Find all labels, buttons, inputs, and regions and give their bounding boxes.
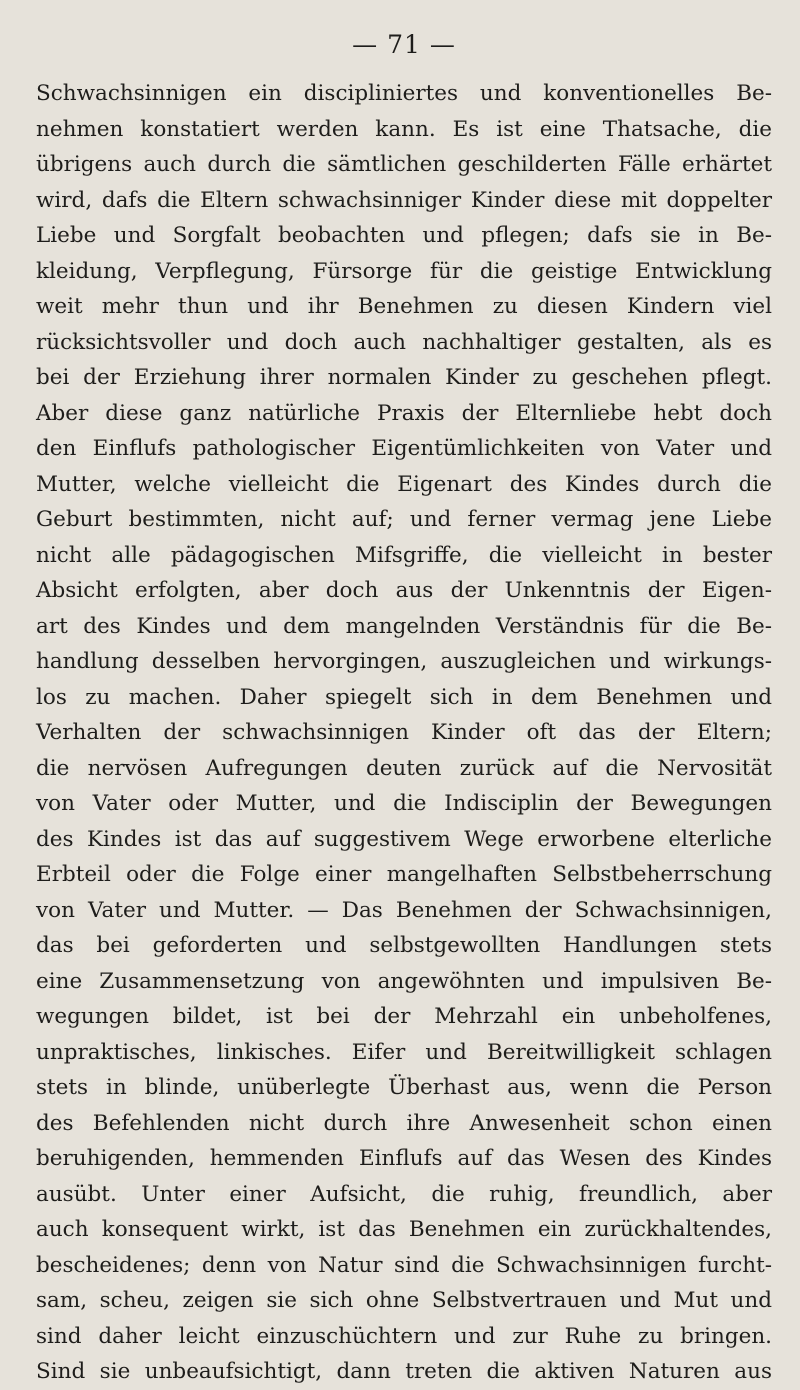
text-line: los zu machen. Daher spiegelt sich in dem Benehmen und — [36, 684, 772, 710]
text-line: auch konsequent wirkt, ist das Benehmen ein zurückhaltendes, — [36, 1217, 772, 1242]
text-line: bescheidenes; denn von Natur sind die Schwachsinnigen furcht- — [36, 1252, 772, 1278]
text-line: handlung desselben hervorgingen, auszugleichen und wirkungs- — [36, 649, 772, 674]
text-line: Mutter, welche vielleicht die Eigenart des Kindes durch die — [36, 471, 772, 497]
text-line: bei der Erziehung ihrer normalen Kinder zu geschehen pflegt. — [36, 365, 772, 390]
text-line: Geburt bestimmten, nicht auf; und ferner vermag jene Liebe — [36, 507, 772, 532]
text-line: Erbteil oder die Folge einer mangelhaften Selbstbeherrschung — [36, 862, 772, 887]
text-line: Schwachsinnigen ein discipliniertes und konventionelles Be- — [36, 81, 772, 106]
text-line: sam, scheu, zeigen sie sich ohne Selbstvertrauen und Mut und — [36, 1288, 772, 1313]
text-line: nehmen konstatiert werden kann. Es ist eine Thatsache, die — [36, 116, 772, 142]
text-line: Absicht erfolgten, aber doch aus der Unkenntnis der Eigen- — [36, 578, 772, 603]
text-line: ausübt. Unter einer Aufsicht, die ruhig, freundlich, aber — [36, 1181, 772, 1207]
text-line: kleidung, Verpflegung, Fürsorge für die geistige Entwicklung — [36, 258, 772, 284]
text-line: beruhigenden, hemmenden Einflufs auf das Wesen des Kindes — [36, 1146, 772, 1171]
text-line: Liebe und Sorgfalt beobachten und pflegen; dafs sie in Be- — [36, 223, 772, 248]
text-line: Verhalten der schwachsinnigen Kinder oft das der Eltern; — [36, 720, 772, 745]
text-line: unpraktisches, linkisches. Eifer und Bereitwilligkeit schlagen — [36, 1039, 772, 1065]
text-line: Aber diese ganz natürliche Praxis der Elternliebe hebt doch — [36, 400, 772, 426]
text-line: die nervösen Aufregungen deuten zurück auf die Nervosität — [36, 755, 772, 781]
text-line: den Einflufs pathologischer Eigentümlichkeiten von Vater und — [36, 436, 772, 461]
text-line: weit mehr thun und ihr Benehmen zu diesen Kindern viel — [36, 294, 772, 319]
text-line: stets in blinde, unüberlegte Überhast aus, wenn die Person — [36, 1075, 772, 1100]
text-line: übrigens auch durch die sämtlichen geschilderten Fälle erhärtet — [36, 152, 772, 177]
body-text — [36, 76, 772, 1390]
text-line: art des Kindes und dem mangelnden Verständnis für die Be- — [36, 613, 772, 639]
text-line: von Vater und Mutter. — Das Benehmen der Schwachsinnigen, — [36, 897, 772, 923]
text-line: wegungen bildet, ist bei der Mehrzahl ein unbeholfenes, — [36, 1004, 772, 1029]
text-line: sind daher leicht einzuschüchtern und zur Ruhe zu bringen. — [36, 1323, 772, 1349]
text-line: Sind sie unbeaufsichtigt, dann treten die aktiven Naturen aus — [36, 1359, 772, 1384]
text-line: des Befehlenden nicht durch ihre Anwesenheit schon einen — [36, 1110, 772, 1136]
text-line: wird, dafs die Eltern schwachsinniger Kinder diese mit doppelter — [36, 187, 772, 213]
text-line: rücksichtsvoller und doch auch nachhaltiger gestalten, als es — [36, 329, 772, 355]
text-line: das bei geforderten und selbstgewollten Handlungen stets — [36, 933, 772, 958]
text-line: von Vater oder Mutter, und die Indisciplin der Bewegungen — [36, 791, 772, 816]
text-line: nicht alle pädagogischen Mifsgriffe, die vielleicht in bester — [36, 542, 772, 568]
text-line: eine Zusammensetzung von angewöhnten und impulsiven Be- — [36, 968, 772, 994]
page-number: — 71 — — [352, 30, 456, 59]
text-line: des Kindes ist das auf suggestivem Wege erworbene elterliche — [36, 826, 772, 852]
